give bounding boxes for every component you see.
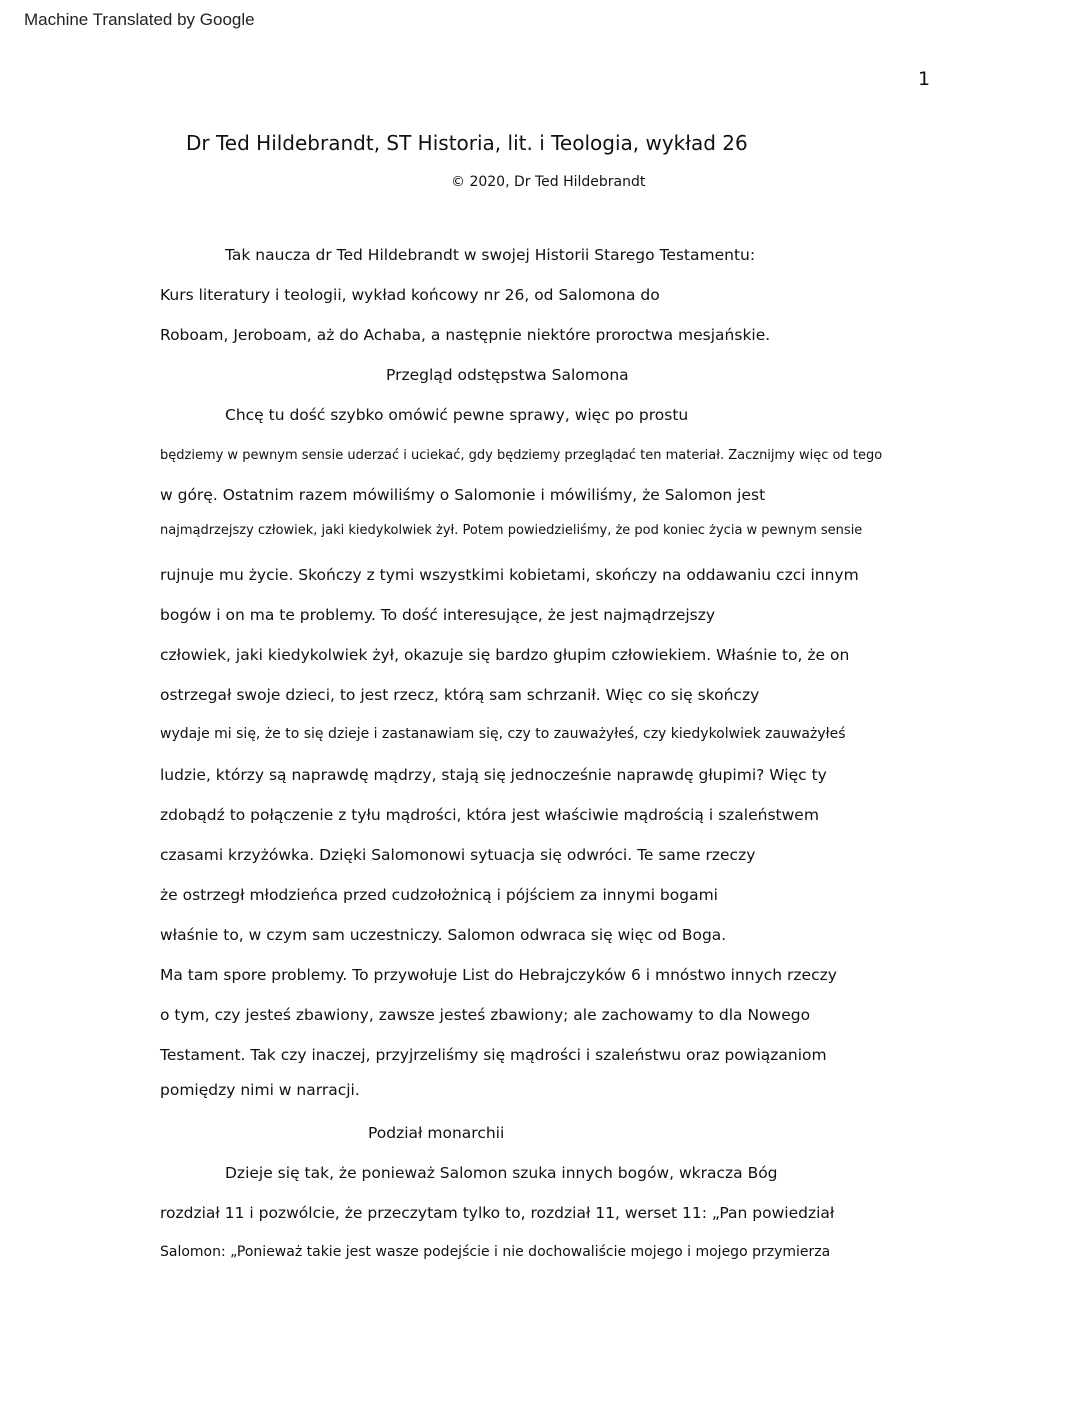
text-line: rozdział 11 i pozwólcie, że przeczytam tylko to, rozdział 11, werset 11: „Pan powiedział [160,1204,835,1222]
text-line: Tak naucza dr Ted Hildebrandt w swojej Historii Starego Testamentu: [225,246,756,264]
text-line: człowiek, jaki kiedykolwiek żył, okazuje się bardzo głupim człowiekiem. Właśnie to, że on [160,646,850,664]
text-line: ludzie, którzy są naprawdę mądrzy, stają się jednocześnie naprawdę głupimi? Więc ty [160,766,827,784]
text-line: czasami krzyżówka. Dzięki Salomonowi sytuacja się odwróci. Te same rzeczy [160,846,756,864]
text-line: właśnie to, w czym sam uczestniczy. Salomon odwraca się więc od Boga. [160,926,727,944]
text-line: Salomon: „Ponieważ takie jest wasze podejście i nie dochowaliście mojego i mojego przymierza [160,1244,831,1260]
text-line: Chcę tu dość szybko omówić pewne sprawy, więc po prostu [225,406,689,424]
text-line: Dzieje się tak, że ponieważ Salomon szuka innych bogów, wkracza Bóg [225,1164,778,1182]
text-line: że ostrzegł młodzieńca przed cudzołożnicą i pójściem za innymi bogami [160,886,718,904]
text-line: Kurs literatury i teologii, wykład końcowy nr 26, od Salomona do [160,286,660,304]
text-line: rujnuje mu życie. Skończy z tymi wszystkimi kobietami, skończy na oddawaniu czci innym [160,566,859,584]
text-line: będziemy w pewnym sensie uderzać i uciekać, gdy będziemy przeglądać ten materiał. Zacznijmy więc od tego [160,448,883,463]
text-line: pomiędzy nimi w narracji. [160,1081,360,1099]
text-line: wydaje mi się, że to się dzieje i zastanawiam się, czy to zauważyłeś, czy kiedykolwiek zauważyłeś [160,726,846,742]
machine-translation-banner: Machine Translated by Google [24,10,255,29]
text-line: Testament. Tak czy inaczej, przyjrzeliśmy się mądrości i szaleństwu oraz powiązaniom [160,1046,827,1064]
text-line: zdobądź to połączenie z tyłu mądrości, która jest właściwie mądrością i szaleństwem [160,806,819,824]
text-line: bogów i on ma te problemy. To dość interesujące, że jest najmądrzejszy [160,606,716,624]
text-line: w górę. Ostatnim razem mówiliśmy o Salomonie i mówiliśmy, że Salomon jest [160,486,766,504]
text-line: Ma tam spore problemy. To przywołuje List do Hebrajczyków 6 i mnóstwo innych rzeczy [160,966,837,984]
text-line: najmądrzejszy człowiek, jaki kiedykolwiek żył. Potem powiedzieliśmy, że pod koniec życia w pewnym sensie [160,523,863,538]
text-line: o tym, czy jesteś zbawiony, zawsze jesteś zbawiony; ale zachowamy to dla Nowego [160,1006,811,1024]
page-number: 1 [918,68,931,90]
section-heading: Podział monarchii [368,1124,505,1142]
document-title: Dr Ted Hildebrandt, ST Historia, lit. i Teologia, wykład 26 [186,131,748,155]
section-heading: Przegląd odstępstwa Salomona [386,366,629,384]
text-line: ostrzegał swoje dzieci, to jest rzecz, którą sam schrzanił. Więc co się skończy [160,686,760,704]
copyright-line: © 2020, Dr Ted Hildebrandt [451,174,646,190]
text-line: Roboam, Jeroboam, aż do Achaba, a następnie niektóre proroctwa mesjańskie. [160,326,771,344]
